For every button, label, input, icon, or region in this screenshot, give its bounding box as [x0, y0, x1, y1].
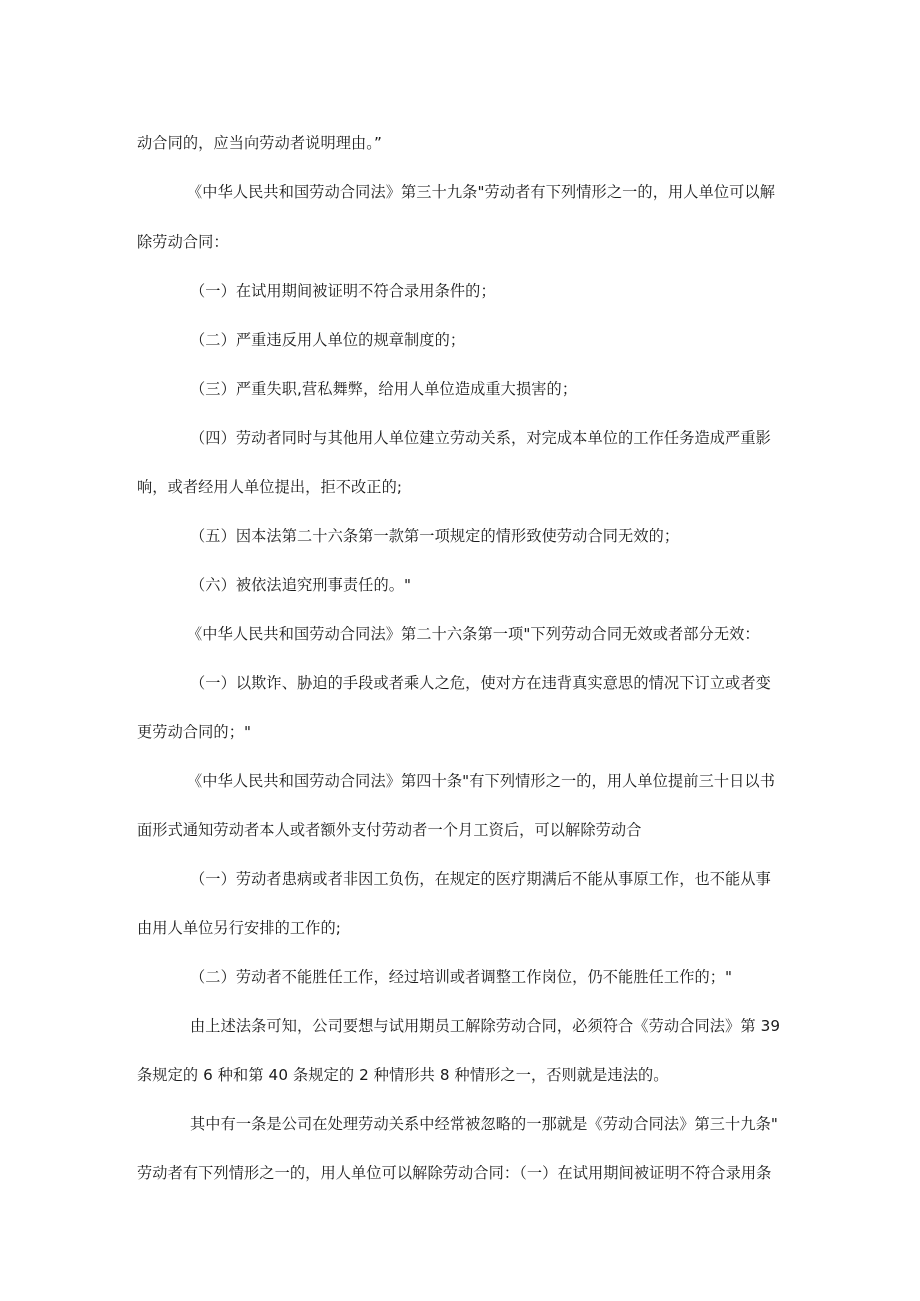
text-line: （二）劳动者不能胜任工作，经过培训或者调整工作岗位，仍不能胜任工作的；": [190, 968, 733, 986]
text-line: 面形式通知劳动者本人或者额外支付劳动者一个月工资后，可以解除劳动合: [137, 821, 642, 839]
text-line: 响，或者经用人单位提出，拒不改正的;: [137, 478, 403, 496]
text-line: 劳动者有下列情形之一的，用人单位可以解除劳动合同：（一）在试用期间被证明不符合录用条: [137, 1164, 772, 1182]
text-line: （一）在试用期间被证明不符合录用条件的；: [190, 282, 496, 300]
text-line: （一）以欺诈、胁迫的手段或者乘人之危，使对方在违背真实意思的情况下订立或者变: [190, 674, 771, 692]
text-line: 条规定的 6 种和第 40 条规定的 2 种情形共 8 种情形之一，否则就是违法的。: [137, 1066, 669, 1084]
text-line: （一）劳动者患病或者非因工负伤，在规定的医疗期满后不能从事原工作，也不能从事: [190, 870, 771, 888]
text-line: （四）劳动者同时与其他用人单位建立劳动关系，对完成本单位的工作任务造成严重影: [190, 429, 771, 447]
text-line: 由上述法条可知，公司要想与试用期员工解除劳动合同，必须符合《劳动合同法》第 39: [190, 1017, 781, 1035]
text-line: 其中有一条是公司在处理劳动关系中经常被忽略的一那就是《劳动合同法》第三十九条": [190, 1115, 779, 1133]
text-line: （五）因本法第二十六条第一款第一项规定的情形致使劳动合同无效的；: [190, 527, 680, 545]
text-line: （二）严重违反用人单位的规章制度的；: [190, 331, 466, 349]
text-line: 除劳动合同：: [137, 233, 229, 251]
text-line: 《中华人民共和国劳动合同法》第四十条"有下列情形之一的，用人单位提前三十日以书: [187, 772, 776, 790]
text-line: 《中华人民共和国劳动合同法》第三十九条"劳动者有下列情形之一的，用人单位可以解: [187, 183, 776, 201]
text-line: 动合同的，应当向劳动者说明理由。”: [137, 134, 382, 152]
text-line: （三）严重失职,营私舞弊，给用人单位造成重大损害的；: [190, 380, 578, 398]
text-line: （六）被依法追究刑事责任的。": [190, 576, 412, 594]
text-line: 更劳动合同的；": [137, 723, 252, 741]
text-line: 由用人单位另行安排的工作的;: [137, 919, 341, 937]
text-line: 《中华人民共和国劳动合同法》第二十六条第一项"下列劳动合同无效或者部分无效：: [187, 625, 760, 643]
